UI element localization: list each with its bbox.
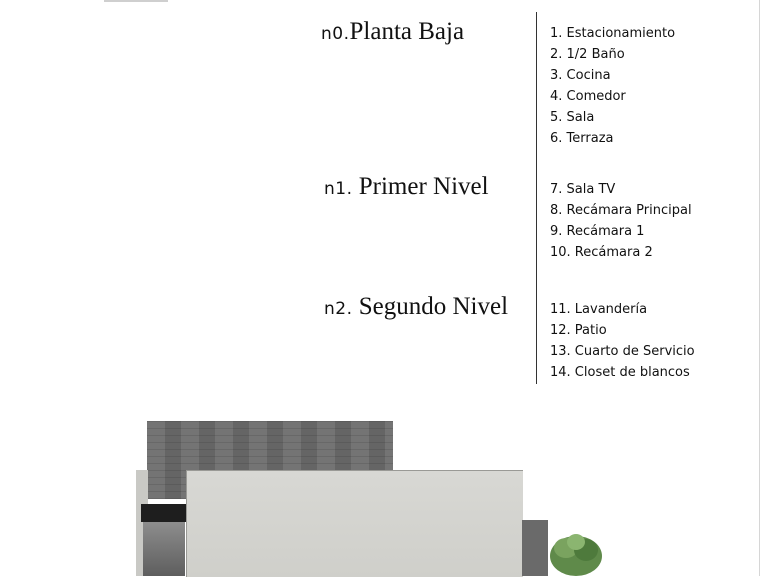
list-item: 4. Comedor [550,89,626,104]
list-item: 13. Cuarto de Servicio [550,344,695,359]
level-prefix: n1. [324,179,353,199]
room-list-segundo-nivel [550,299,695,383]
level-title-planta-baja [321,19,464,44]
list-item: 5. Sala [550,110,595,125]
list-item: 6. Terraza [550,131,614,146]
tree-image [548,532,604,576]
level-name: Segundo Nivel [358,293,509,320]
level-name: Primer Nivel [358,173,489,200]
room-list-primer-nivel [550,179,692,263]
list-item: 14. Closet de blancos [550,365,690,380]
list-item: 2. 1/2 Baño [550,47,625,62]
level-title-segundo-nivel [324,294,508,319]
vertical-divider [536,12,537,384]
list-item: 11. Lavandería [550,302,648,317]
list-item: 12. Patio [550,323,607,338]
list-item: 8. Recámara Principal [550,203,692,218]
glass-panel [143,522,185,576]
annex-volume [522,520,548,576]
level-title-primer-nivel [324,174,489,199]
dark-window-band [141,504,187,522]
level-prefix: n2. [324,299,353,319]
concrete-facade [186,470,523,577]
list-item: 3. Cocina [550,68,611,83]
list-item: 1. Estacionamiento [550,26,676,41]
level-prefix: n0. [321,24,350,44]
room-list-planta-baja [550,23,675,149]
level-name: Planta Baja [349,18,465,45]
list-item: 9. Recámara 1 [550,224,645,239]
list-item: 10. Recámara 2 [550,245,653,260]
list-item: 7. Sala TV [550,182,616,197]
facade-rendering [0,400,768,576]
